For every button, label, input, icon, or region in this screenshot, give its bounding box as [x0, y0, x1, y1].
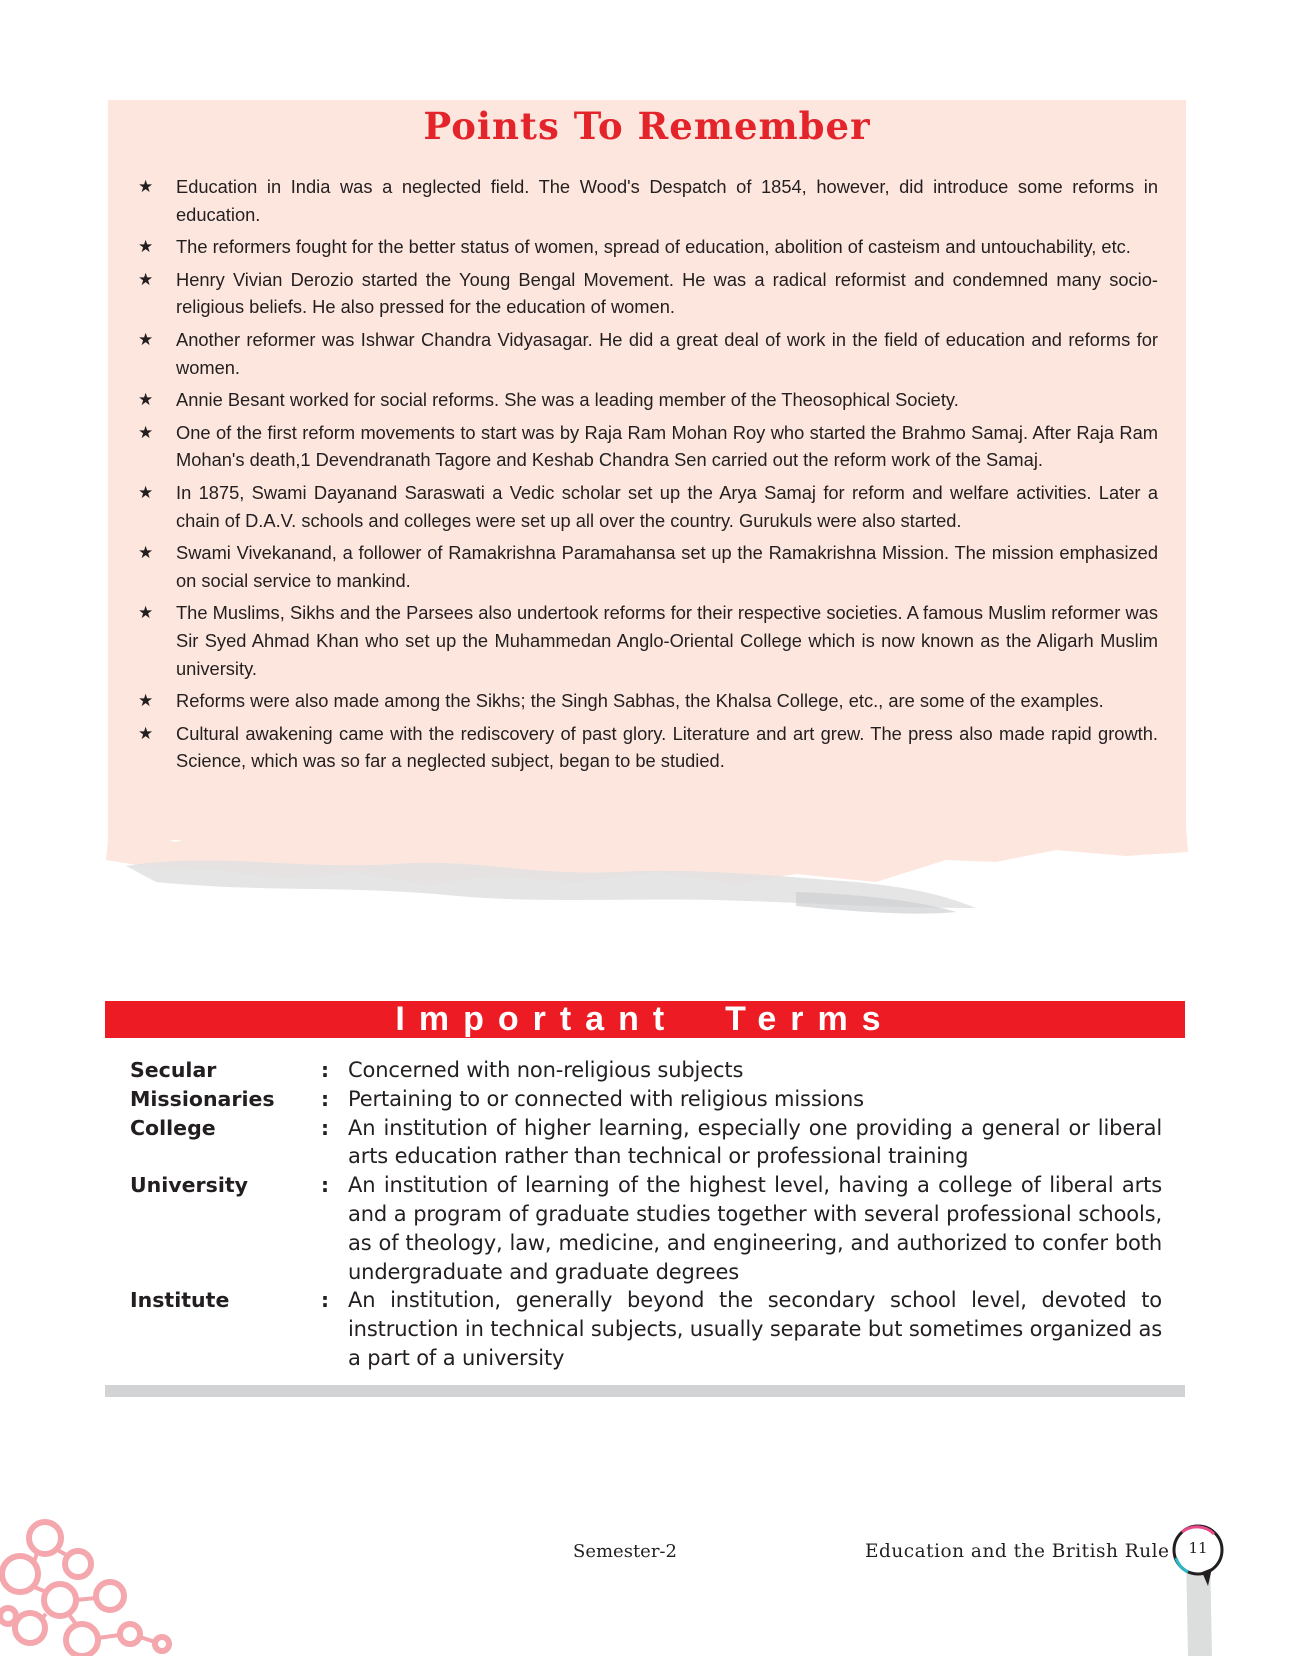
list-item	[138, 233, 1158, 261]
list-item	[138, 419, 1158, 474]
term-definition: Pertaining to or connected with religious missions	[348, 1086, 864, 1111]
molecule-decoration-icon	[0, 1516, 180, 1656]
star-icon: ★	[138, 603, 154, 624]
list-item	[138, 599, 1158, 682]
star-icon: ★	[138, 329, 154, 350]
page-number: 11	[1188, 1539, 1208, 1557]
terms-bottom-bar	[105, 1385, 1185, 1397]
star-icon: ★	[138, 543, 154, 564]
star-icon: ★	[138, 237, 154, 258]
list-item	[138, 479, 1158, 534]
point-text: Cultural awakening came with the rediscovery of past glory. Literature and art grew. The press also made rapid growth. Science, which was so far a neglected subject, began to be studied.	[176, 722, 1158, 772]
term-separator: :	[321, 1086, 329, 1111]
star-icon: ★	[138, 723, 154, 744]
star-icon: ★	[138, 691, 154, 712]
point-text: Annie Besant worked for social reforms. She was a leading member of the Theosophical Society.	[176, 389, 959, 411]
term-word: Secular	[130, 1058, 217, 1082]
list-item	[138, 326, 1158, 381]
term-separator: :	[321, 1058, 329, 1082]
point-text: Swami Vivekanand, a follower of Ramakrishna Paramahansa set up the Ramakrishna Mission. The mission emphasized on social service to mankind.	[176, 542, 1158, 591]
points-to-remember-title: Points To Remember	[423, 104, 871, 148]
list-item	[138, 266, 1158, 321]
term-row	[130, 1085, 1162, 1114]
torn-paper-edge	[96, 812, 1196, 922]
point-text: In 1875, Swami Dayanand Saraswati a Vedic scholar set up the Arya Samaj for reform and welfare activities. Later a chain of D.A.V. schools and colleges were set up all over the country. Gurukuls were also started.	[176, 481, 1158, 531]
term-word: Institute	[130, 1288, 230, 1313]
star-icon: ★	[138, 269, 154, 290]
term-word: Missionaries	[130, 1086, 275, 1111]
list-item	[138, 687, 1158, 715]
term-separator: :	[321, 1288, 329, 1313]
list-item	[138, 720, 1158, 775]
term-separator: :	[321, 1173, 329, 1198]
list-item	[138, 386, 1158, 414]
term-separator: :	[321, 1115, 329, 1140]
star-icon: ★	[138, 177, 154, 197]
important-terms-banner: Important Terms	[105, 1001, 1185, 1038]
point-text: The Muslims, Sikhs and the Parsees also undertook reforms for their respective societies. A famous Muslim reformer was Sir Syed Ahmad Khan who set up the Muhammedan Anglo-Oriental College which is now known as the Aligarh Muslim university.	[176, 602, 1158, 679]
star-icon: ★	[138, 390, 154, 411]
list-item	[138, 539, 1158, 594]
term-row	[130, 1286, 1162, 1372]
term-definition: Concerned with non-religious subjects	[348, 1058, 744, 1082]
points-list	[138, 173, 1158, 780]
point-text: Reforms were also made among the Sikhs; the Singh Sabhas, the Khalsa College, etc., are some of the examples.	[176, 690, 1104, 712]
star-icon: ★	[138, 422, 154, 443]
point-text: The reformers fought for the better status of women, spread of education, abolition of casteism and untouchability, etc.	[176, 236, 1131, 258]
term-definition: An institution, generally beyond the secondary school level, devoted to instruction in technical subjects, usually separate but sometimes organized as a part of a university	[348, 1288, 1162, 1370]
point-text: Another reformer was Ishwar Chandra Vidyasagar. He did a great deal of work in the field of education and reforms for women.	[176, 328, 1158, 378]
list-item	[138, 173, 1158, 228]
term-definition: An institution of higher learning, especially one providing a general or liberal arts education rather than technical or professional training	[348, 1115, 1162, 1169]
term-word: College	[130, 1115, 216, 1140]
point-text: Education in India was a neglected field. The Wood's Despatch of 1854, however, did introduce some reforms in education.	[176, 176, 1158, 225]
terms-list	[130, 1056, 1162, 1373]
term-row	[130, 1171, 1162, 1286]
footer-chapter-title: Education and the British Rule	[865, 1541, 1170, 1562]
term-definition: An institution of learning of the highest level, having a college of liberal arts and a program of graduate studies together with several professional schools, as of theology, law, medicine, and engineering, and authorized to confer both undergraduate and graduate degrees	[348, 1173, 1162, 1284]
term-row	[130, 1056, 1162, 1085]
point-text: Henry Vivian Derozio started the Young Bengal Movement. He was a radical reformist and condemned many socio-religious beliefs. He also pressed for the education of women.	[176, 268, 1158, 318]
footer-semester: Semester-2	[573, 1541, 677, 1562]
star-icon: ★	[138, 482, 154, 503]
point-text: One of the first reform movements to start was by Raja Ram Mohan Roy who started the Brahmo Samaj. After Raja Ram Mohan's death,1 Devendranath Tagore and Keshab Chandra Sen carried out the reform work of the Samaj.	[176, 421, 1158, 471]
term-row	[130, 1114, 1162, 1172]
term-word: University	[130, 1173, 249, 1198]
